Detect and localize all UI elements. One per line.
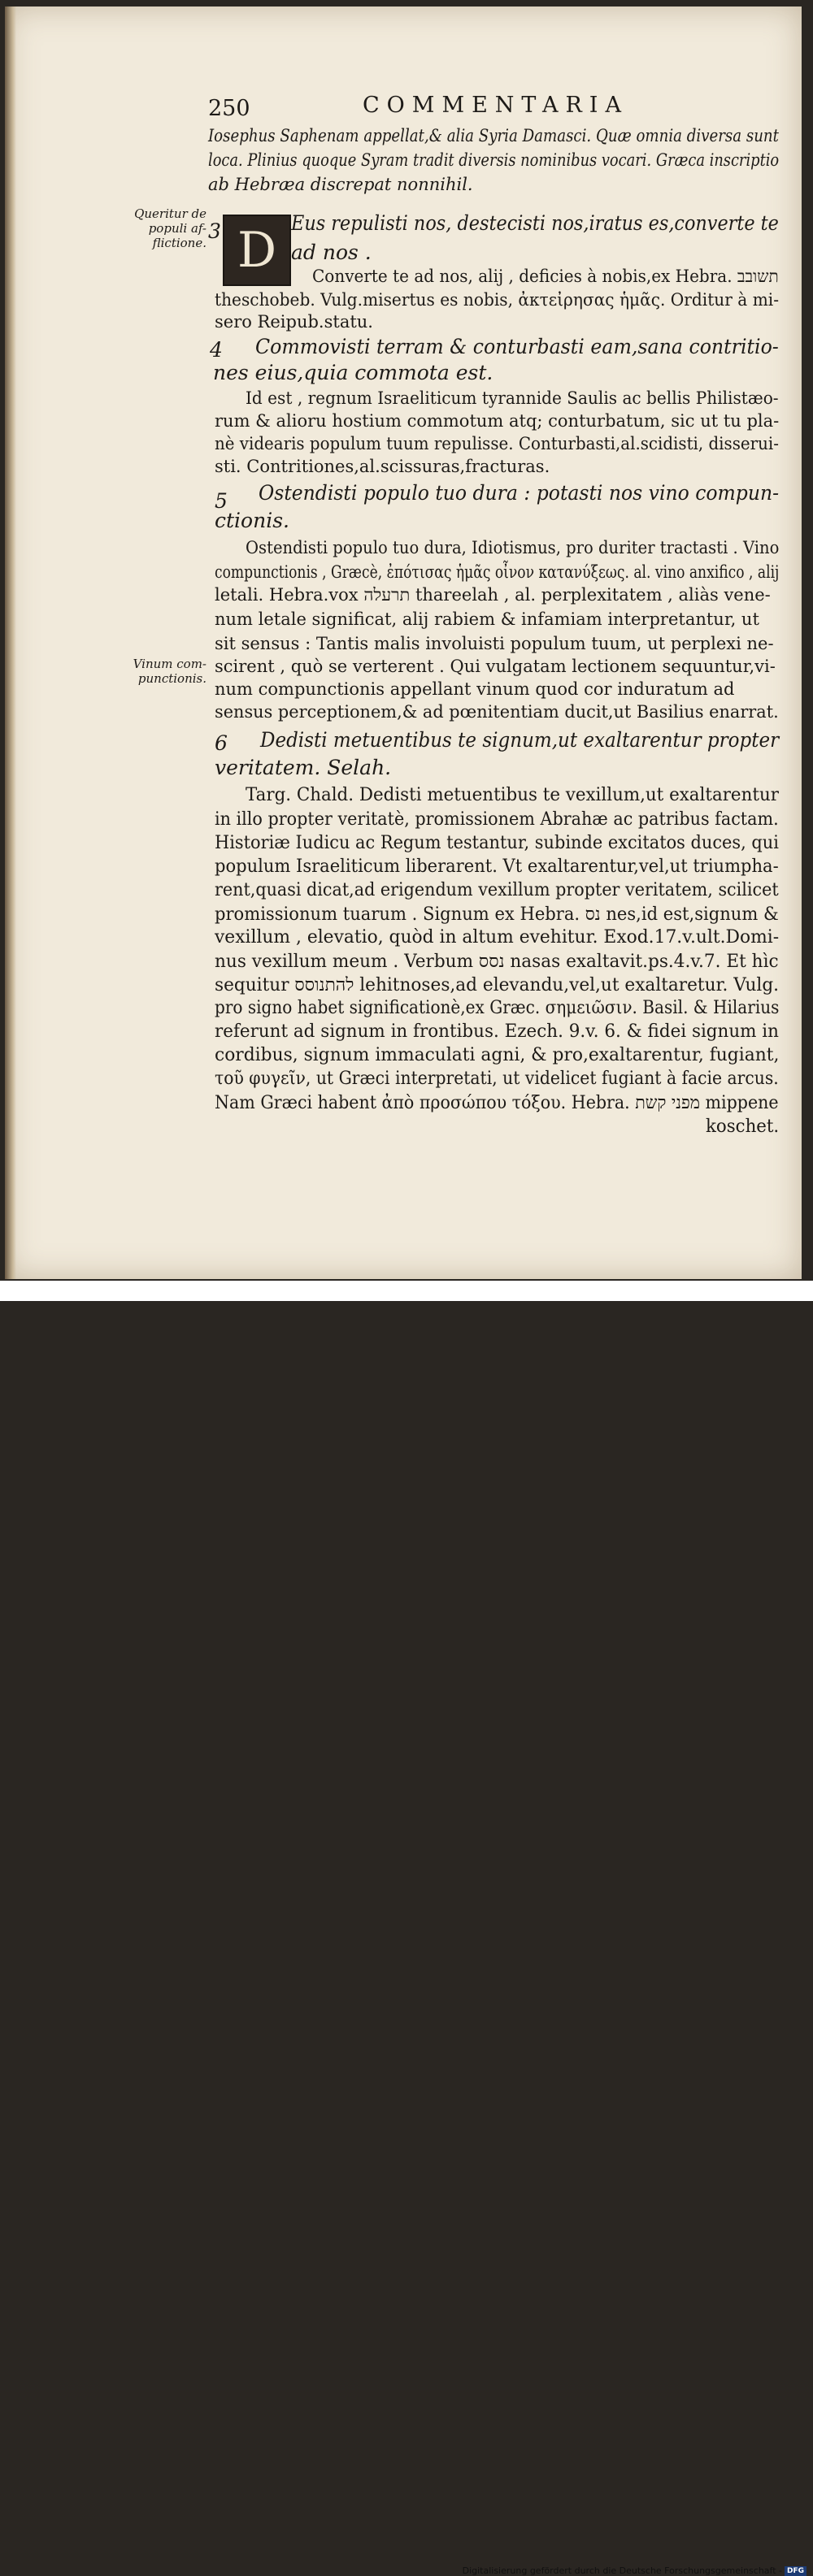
text-line: populum Israeliticum liberarent. Vt exaltarentur,vel,ut triumpha- [215, 856, 779, 877]
text-line: num letale significat, alij rabiem & infamiam interpretantur, ut [215, 609, 759, 629]
text-line: sero Reipub.statu. [215, 312, 373, 332]
text-line: Historiæ Iudicu ac Regum testantur, subinde excitatos duces, qui [215, 833, 779, 853]
text-line: vexillum , elevatio, quòd in altum evehitur. Exod.17.v.ult.Domi- [215, 927, 780, 948]
verse-line: Eus repulisti nos, destecisti nos,iratus es,converte te [291, 211, 779, 235]
running-head: COMMENTARIA [363, 93, 628, 118]
text-line: letali. Hebra.vox תרעלה thareelah , al. perplexitatem , aliàs vene- [215, 585, 771, 605]
text-line: rent,quasi dicat,ad erigendum vexillum propter veritatem, scilicet [215, 880, 779, 900]
text-line: Ostendisti populo tuo dura, Idiotismus, pro duriter tractasti . Vino [246, 538, 780, 557]
text-line: scirent , quò se verterent . Qui vulgatam lectionem sequuntur,vi- [215, 657, 776, 676]
text-line: rum & alioru hostium commotum atq; conturbatum, sic ut tu pla- [215, 411, 780, 431]
book-page [5, 7, 802, 1279]
text-line: nus vexillum meum . Verbum נסס nasas exaltavit.ps.4.v.7. Et hìc [215, 952, 779, 972]
dfg-logo: DFG [785, 2566, 806, 2576]
text-line: sit sensus : Tantis malis involuisti populum tuum, ut perplexi ne- [215, 634, 774, 653]
catchword: koschet. [706, 1117, 780, 1137]
text-line: sequitur להתנוסס lehitnoses,ad elevandu,vel,ut exaltaretur. Vulg. [215, 975, 780, 995]
footer-band [0, 1281, 813, 2576]
text-line: num compunctionis appellant vinum quod cor induratum ad [215, 679, 735, 699]
verse-number: 6 [215, 731, 228, 755]
verse-line: Commovisti terram & conturbasti eam,sana contritio- [255, 335, 779, 358]
margin-note: Queritur de populi af- flictione. [134, 206, 207, 250]
text-line: Id est , regnum Israeliticum tyrannide Saulis ac bellis Philistæo- [246, 388, 779, 408]
text-line: sti. Contritiones,al.scissuras,fracturas. [215, 457, 550, 476]
text-line: theschobeb. Vulg.misertus es nobis, ἀκτεἰρησας ἡμᾶς. Orditur à mi- [215, 290, 780, 310]
text-line: cordibus, signum immaculati agni, & pro,exaltarentur, fugiant, [215, 1045, 780, 1065]
text-line: ab Hebræa discrepat nonnihil. [208, 175, 473, 194]
text-line: Targ. Chald. Dedisti metuentibus te vexillum,ut exaltarentur [246, 785, 779, 805]
verse-line: Ostendisti populo tuo dura : potasti nos vino compun- [259, 481, 780, 505]
verse-number: 3 [208, 219, 221, 243]
book-spine-shadow [5, 7, 16, 1279]
text-line: Nam Græci habent ἀπὸ προσώπου τόξου. Hebra. מפני קשת mippene [215, 1093, 779, 1113]
page-number: 250 [208, 96, 250, 121]
verse-line: Dedisti metuentibus te signum,ut exaltarentur propter [260, 728, 780, 752]
drop-cap-letter: D [237, 222, 277, 279]
text-line: nè videaris populum tuum repulisse. Conturbasti,al.scidisti, disserui- [215, 434, 779, 453]
text-line: τοῦ φυγεῖν, ut Græci interpretati, ut videlicet fugiant à facie arcus. [215, 1069, 779, 1089]
text-line: promissionum tuarum . Signum ex Hebra. נס nes,id est,signum & [215, 904, 779, 925]
verse-line: veritatem. Selah. [215, 756, 392, 779]
verse-line: ad nos . [291, 241, 372, 264]
text-line: compunctionis , Græcè, ἐπότισας ἡμᾶς οἶνον κατανύξεως. al. vino anxifico , alij [215, 562, 780, 582]
text-line: loca. Plinius quoque Syram tradit diversis nominibus vocari. Græca inscriptio [208, 150, 780, 170]
text-line: Converte te ad nos, alij , deficies à nobis,ex Hebra. תשובב [312, 267, 779, 286]
digitization-credit [463, 2565, 806, 2576]
verse-number: 4 [210, 338, 223, 362]
decorated-initial [223, 215, 291, 286]
verse-line: nes eius,quia commota est. [213, 361, 493, 384]
credit-text: Digitalisierung gefördert durch die Deutsche Forschungsgemeinschaft - [462, 2565, 782, 2576]
text-line: Iosephus Saphenam appellat,& alia Syria Damasci. Quæ omnia diversa sunt [208, 126, 779, 145]
text-line: sensus perceptionem,& ad pœnitentiam ducit,ut Basilius enarrat. [215, 702, 779, 722]
verse-line: ctionis. [215, 509, 289, 532]
margin-note: Vinum com- punctionis. [133, 657, 207, 686]
text-line: referunt ad signum in frontibus. Ezech. 9.v. 6. & fidei signum in [215, 1021, 779, 1042]
text-line: pro signo habet significationè,ex Græc. σημειῶσιν. Basil. & Hilarius [215, 998, 780, 1018]
text-line: in illo propter veritatè, promissionem Abrahæ ac patribus factam. [215, 809, 779, 830]
verse-number: 5 [215, 489, 228, 513]
